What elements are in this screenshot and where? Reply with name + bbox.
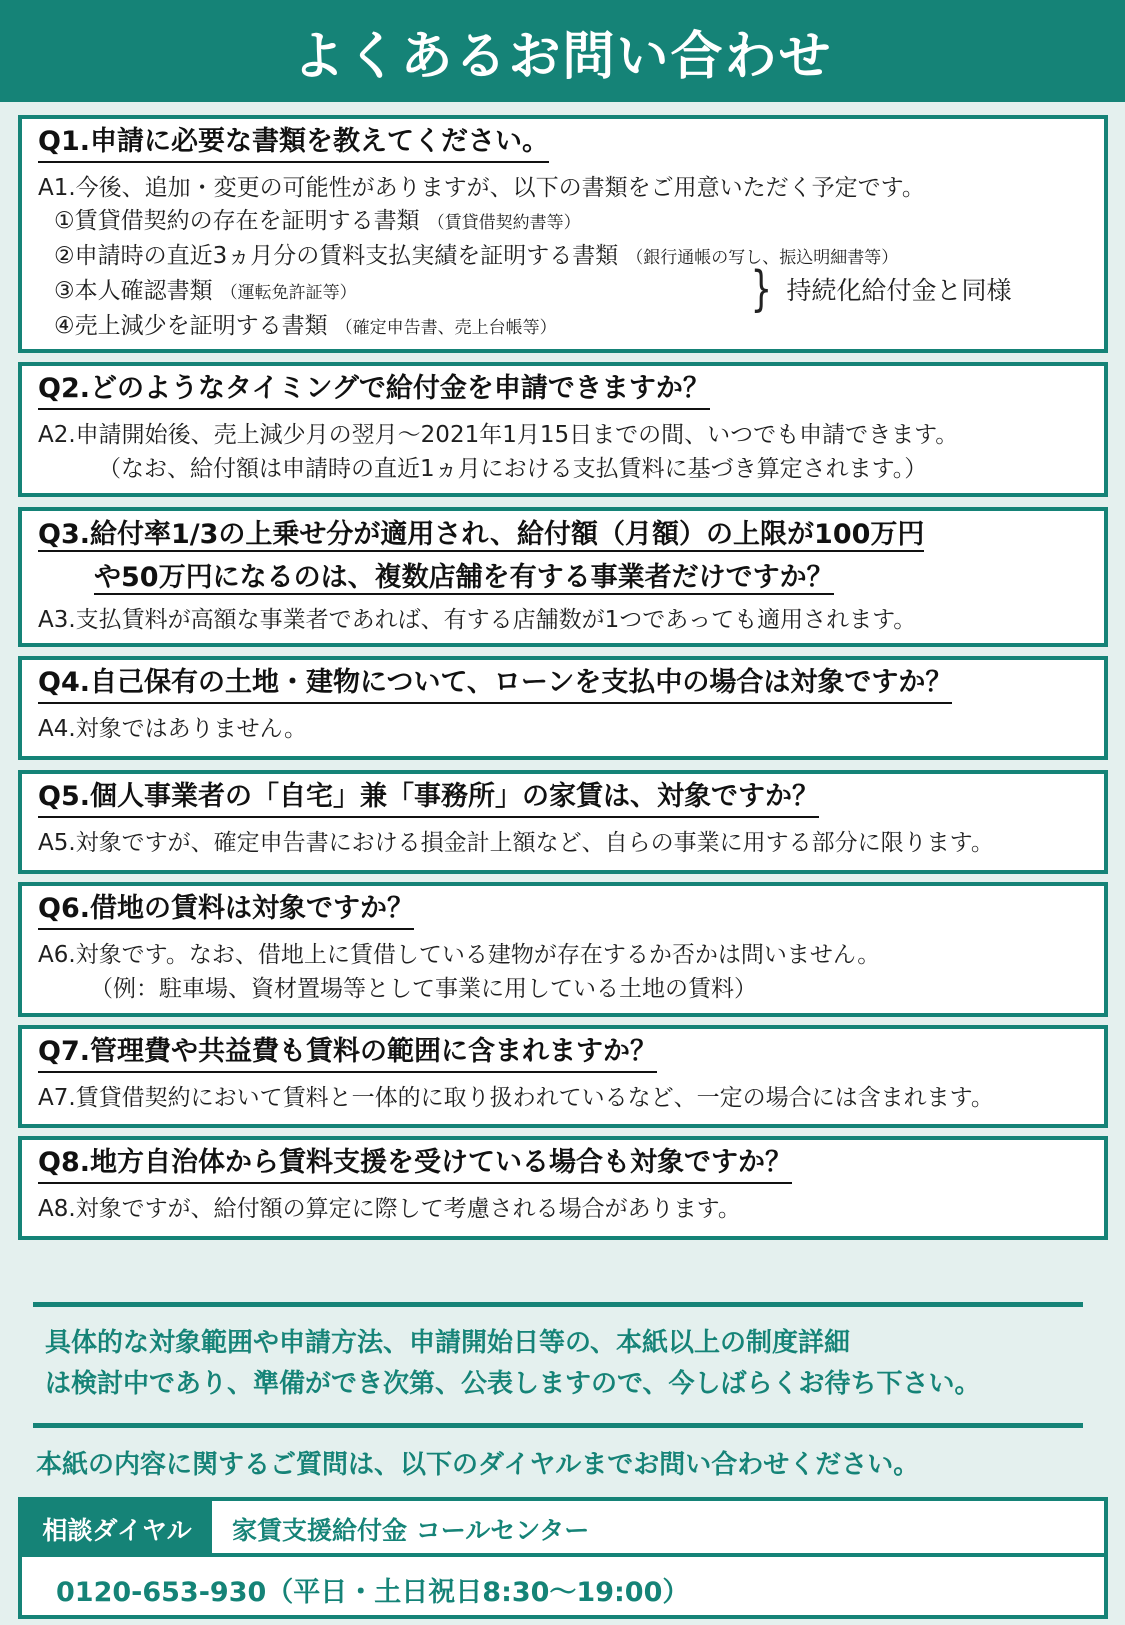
notice-line: 具体的な対象範囲や申請方法、申請開始日等の、本紙以上の制度詳細 [45,1328,850,1358]
same-as-sustainability-benefit [746,259,1012,319]
brace-label: 持続化給付金と同様 [786,276,1012,305]
faq-q4 [18,656,1108,760]
document-note: （賃貸借契約書等） [427,213,581,233]
answer-q7: A7.賃貸借契約において賃料と一体的に取り扱われているなど、一定の場合には含まれます。 [38,1085,994,1111]
contact-intro: 本紙の内容に関するご質問は、以下のダイヤルまでお問い合わせください。 [36,1450,920,1480]
question-q3: Q3.給付率1/3の上乗せ分が適用され、給付額（月額）の上限が100万円 [38,519,925,550]
answer-q2: A2.申請開始後、売上減少月の翌月～2021年1月15日までの間、いつでも申請できます。 [38,422,959,448]
section-divider [33,1423,1083,1428]
document-name: ③本人確認書類 [54,278,213,304]
document-note: （銀行通帳の写し、振込明細書等） [626,248,899,268]
question-q6: Q6.借地の賃料は対象ですか？ [38,892,414,930]
answer-q5: A5.対象ですが、確定申告書における損金計上額など、自らの事業に用する部分に限ります。 [38,830,994,856]
phone-number[interactable]: 0120-653-930（平日・土日祝日8:30～19:00） [56,1576,690,1608]
answer-q3: A3.支払賃料が高額な事業者であれば、有する店舗数が1つであっても適用されます。 [38,607,917,633]
question-q2: Q2.どのようなタイミングで給付金を申請できますか？ [38,372,710,410]
question-q1: Q1.申請に必要な書類を教えてください。 [38,125,549,163]
required-document-item [38,205,1088,240]
faq-q1 [18,115,1108,353]
answer-q6: A6.対象です。なお、借地上に賃借している建物が存在するか否かは問いません。 [38,942,881,968]
notice-line: は検討中であり、準備ができ次第、公表しますので、今しばらくお待ち下さい。 [45,1369,981,1399]
answer-q4: A4.対象ではありません。 [38,716,308,742]
question-q3-line2: や50万円になるのは、複数店舗を有する事業者だけですか？ [94,562,834,593]
faq-q3 [18,507,1108,647]
page-title: よくあるお問い合わせ [292,26,833,87]
document-name: ④売上減少を証明する書類 [54,313,328,339]
dial-label: 相談ダイヤル [22,1501,212,1557]
contact-dial-box [18,1497,1108,1619]
answer-q6-example: （例：駐車場、資材置場等として事業に用している土地の賃料） [90,976,757,1002]
question-q7: Q7.管理費や共益費も賃料の範囲に含まれますか？ [38,1035,657,1073]
page-header [0,0,1125,102]
brace-icon: } [750,261,772,317]
notice-text [45,1323,1105,1405]
faq-q2 [18,362,1108,497]
document-note: （運転免許証等） [220,283,357,303]
answer-q2-note: （なお、給付額は申請時の直近1ヵ月における支払賃料に基づき算定されます。） [98,456,928,482]
faq-q5 [18,770,1108,874]
call-center-name: 家賃支援給付金 コールセンター [232,1516,590,1545]
answer-q1: A1.今後、追加・変更の可能性がありますが、以下の書類をご用意いただく予定です。 [38,175,925,201]
section-divider [33,1302,1083,1307]
document-note: （確定申告書、売上台帳等） [335,318,557,338]
faq-q6 [18,882,1108,1017]
question-q5: Q5.個人事業者の「自宅」兼「事務所」の家賃は、対象ですか？ [38,780,819,818]
faq-q8 [18,1136,1108,1240]
document-name: ②申請時の直近3ヵ月分の賃料支払実績を証明する書類 [54,243,619,269]
document-name: ①賃貸借契約の存在を証明する書類 [54,208,420,234]
question-q4: Q4.自己保有の土地・建物について、ローンを支払中の場合は対象ですか？ [38,666,952,704]
faq-q7 [18,1025,1108,1128]
answer-q8: A8.対象ですが、給付額の算定に際して考慮される場合があります。 [38,1196,741,1222]
question-q8: Q8.地方自治体から賃料支援を受けている場合も対象ですか？ [38,1146,792,1184]
